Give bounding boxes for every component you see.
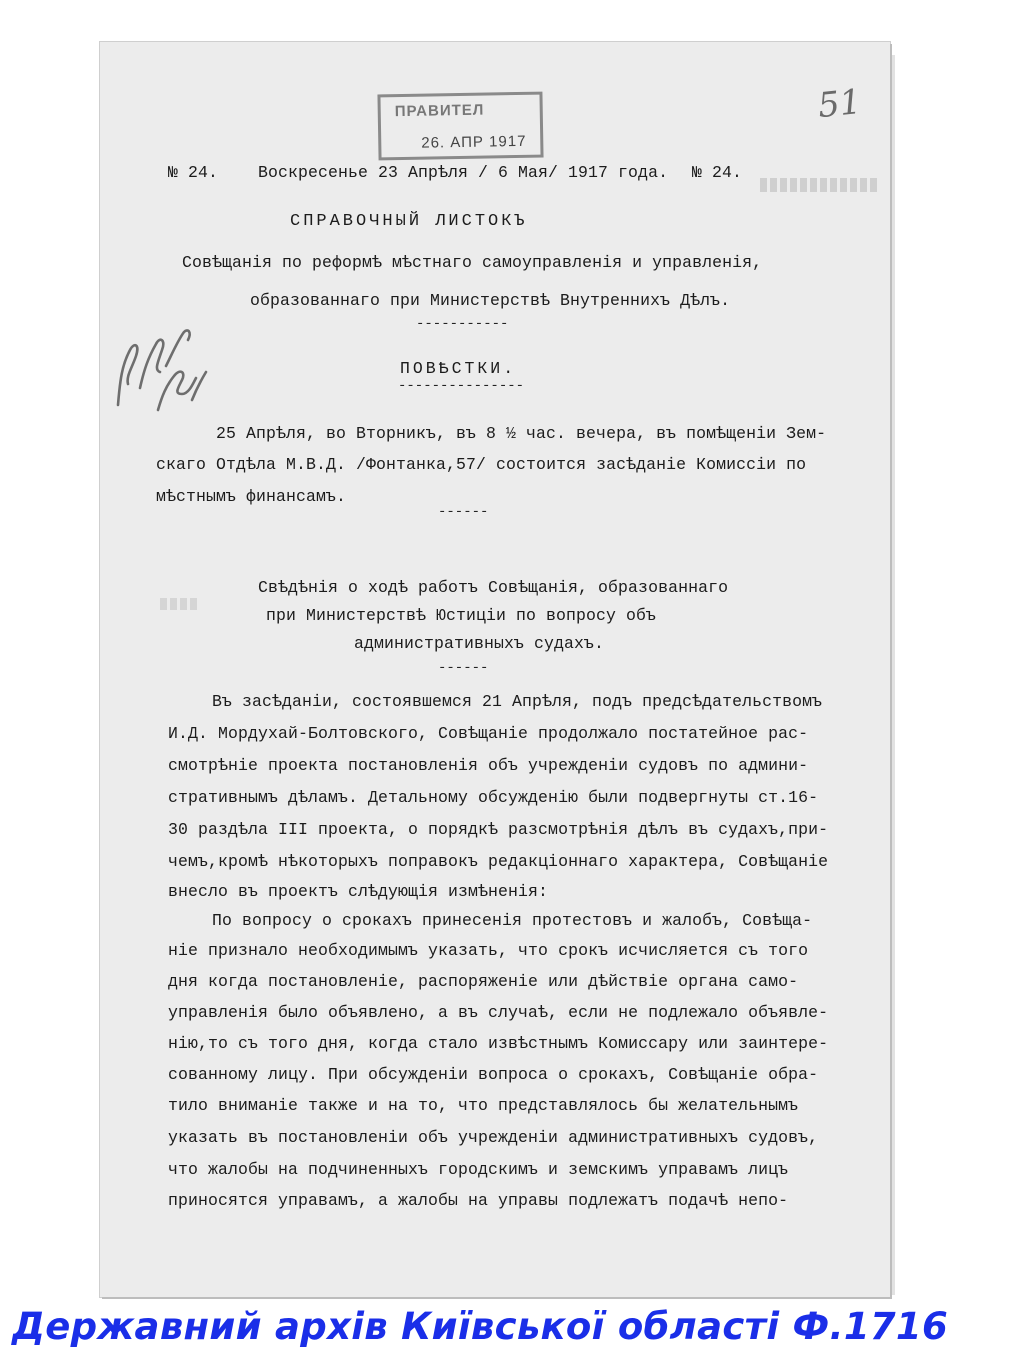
body-line: сованному лицу. При обсужденіи вопроса о срокахъ, Совѣщаніе обра- [168, 1065, 819, 1084]
body-line: указать въ постановленіи объ учрежденіи административныхъ судовъ, [168, 1128, 819, 1147]
archive-stamp [377, 92, 543, 161]
body-line: 30 раздѣла III проекта, о порядкѣ разсмотрѣнія дѣлъ въ судахъ,при- [168, 820, 829, 839]
body-line: ніе признало необходимымъ указать, что срокъ исчисляется съ того [168, 941, 809, 960]
notice-line: 25 Апрѣля, во Вторникъ, въ 8 ½ час. вечера, въ помѣщеніи Зем- [216, 424, 827, 443]
issue-number-left: № 24. [168, 163, 219, 182]
handwritten-margin-note [100, 310, 220, 420]
bleed-through-mark [760, 178, 880, 192]
body-line: По вопросу о срокахъ принесенія протестовъ и жалобъ, Совѣща- [212, 911, 813, 930]
subtitle-line: образованнаго при Министерствѣ Внутреннихъ Дѣлъ. [250, 291, 731, 310]
issue-number-right: № 24. [692, 163, 743, 182]
divider: ----------- [416, 316, 509, 332]
body-line: тило вниманіе также и на то, что представлялось бы желательнымъ [168, 1096, 799, 1115]
notice-line: скаго Отдѣла М.В.Д. /Фонтанка,57/ состоится засѣданіе Комиссіи по [156, 455, 807, 474]
body-line: стративнымъ дѣламъ. Детальному обсужденію были подвергнуты ст.16- [168, 788, 819, 807]
report-heading-line: административныхъ судахъ. [354, 634, 605, 653]
body-line: внесло въ проектъ слѣдующія измѣненія: [168, 882, 549, 901]
divider: ------ [438, 660, 489, 676]
body-line: управленія было объявлено, а въ случаѣ, если не подлежало объявле- [168, 1003, 829, 1022]
report-heading-line: при Министерствѣ Юстиціи по вопросу объ [266, 606, 657, 625]
folio-number: 51 [816, 81, 864, 127]
body-line: дня когда постановленіе, распоряженіе или дѣйствіе органа само- [168, 972, 799, 991]
notice-line: мѣстнымъ финансамъ. [156, 487, 347, 506]
document-title: СПРАВОЧНЫЙ ЛИСТОКЪ [290, 212, 528, 231]
bleed-through-mark [160, 598, 200, 610]
body-line: чемъ,кромѣ нѣкоторыхъ поправокъ редакціоннаго характера, Совѣщаніе [168, 852, 829, 871]
handwriting-icon [100, 310, 220, 420]
divider: --------------- [398, 378, 525, 394]
body-line: смотрѣніе проекта постановленія объ учрежденіи судовъ по админи- [168, 756, 809, 775]
body-line: что жалобы на подчиненныхъ городскимъ и земскимъ управамъ лицъ [168, 1160, 789, 1179]
section-title: ПОВѢСТКИ. [400, 359, 517, 378]
report-heading-line: Свѣдѣнія о ходѣ работъ Совѣщанія, образованнаго [258, 578, 729, 597]
stamp-header-text: ПРАВИТЕЛ [394, 101, 485, 121]
body-line: нію,то съ того дня, когда стало извѣстнымъ Комиссару или заинтере- [168, 1034, 829, 1053]
archive-caption: Державний архів Київської області Ф.1716 [12, 1305, 949, 1348]
body-line: И.Д. Мордухай-Болтовского, Совѣщаніе продолжало постатейное рас- [168, 724, 809, 743]
body-line: Въ засѣданіи, состоявшемся 21 Апрѣля, подъ предсѣдательствомъ [212, 692, 823, 711]
body-line: приносятся управамъ, а жалобы на управы подлежатъ подачѣ непо- [168, 1191, 789, 1210]
subtitle-line: Совѣщанія по реформѣ мѣстнаго самоуправленія и управленія, [182, 253, 763, 272]
divider: ------ [438, 504, 489, 520]
issue-date: Воскресенье 23 Апрѣля / 6 Мая/ 1917 года. [258, 163, 669, 182]
stamp-date: 26. АПР 1917 [421, 132, 527, 152]
